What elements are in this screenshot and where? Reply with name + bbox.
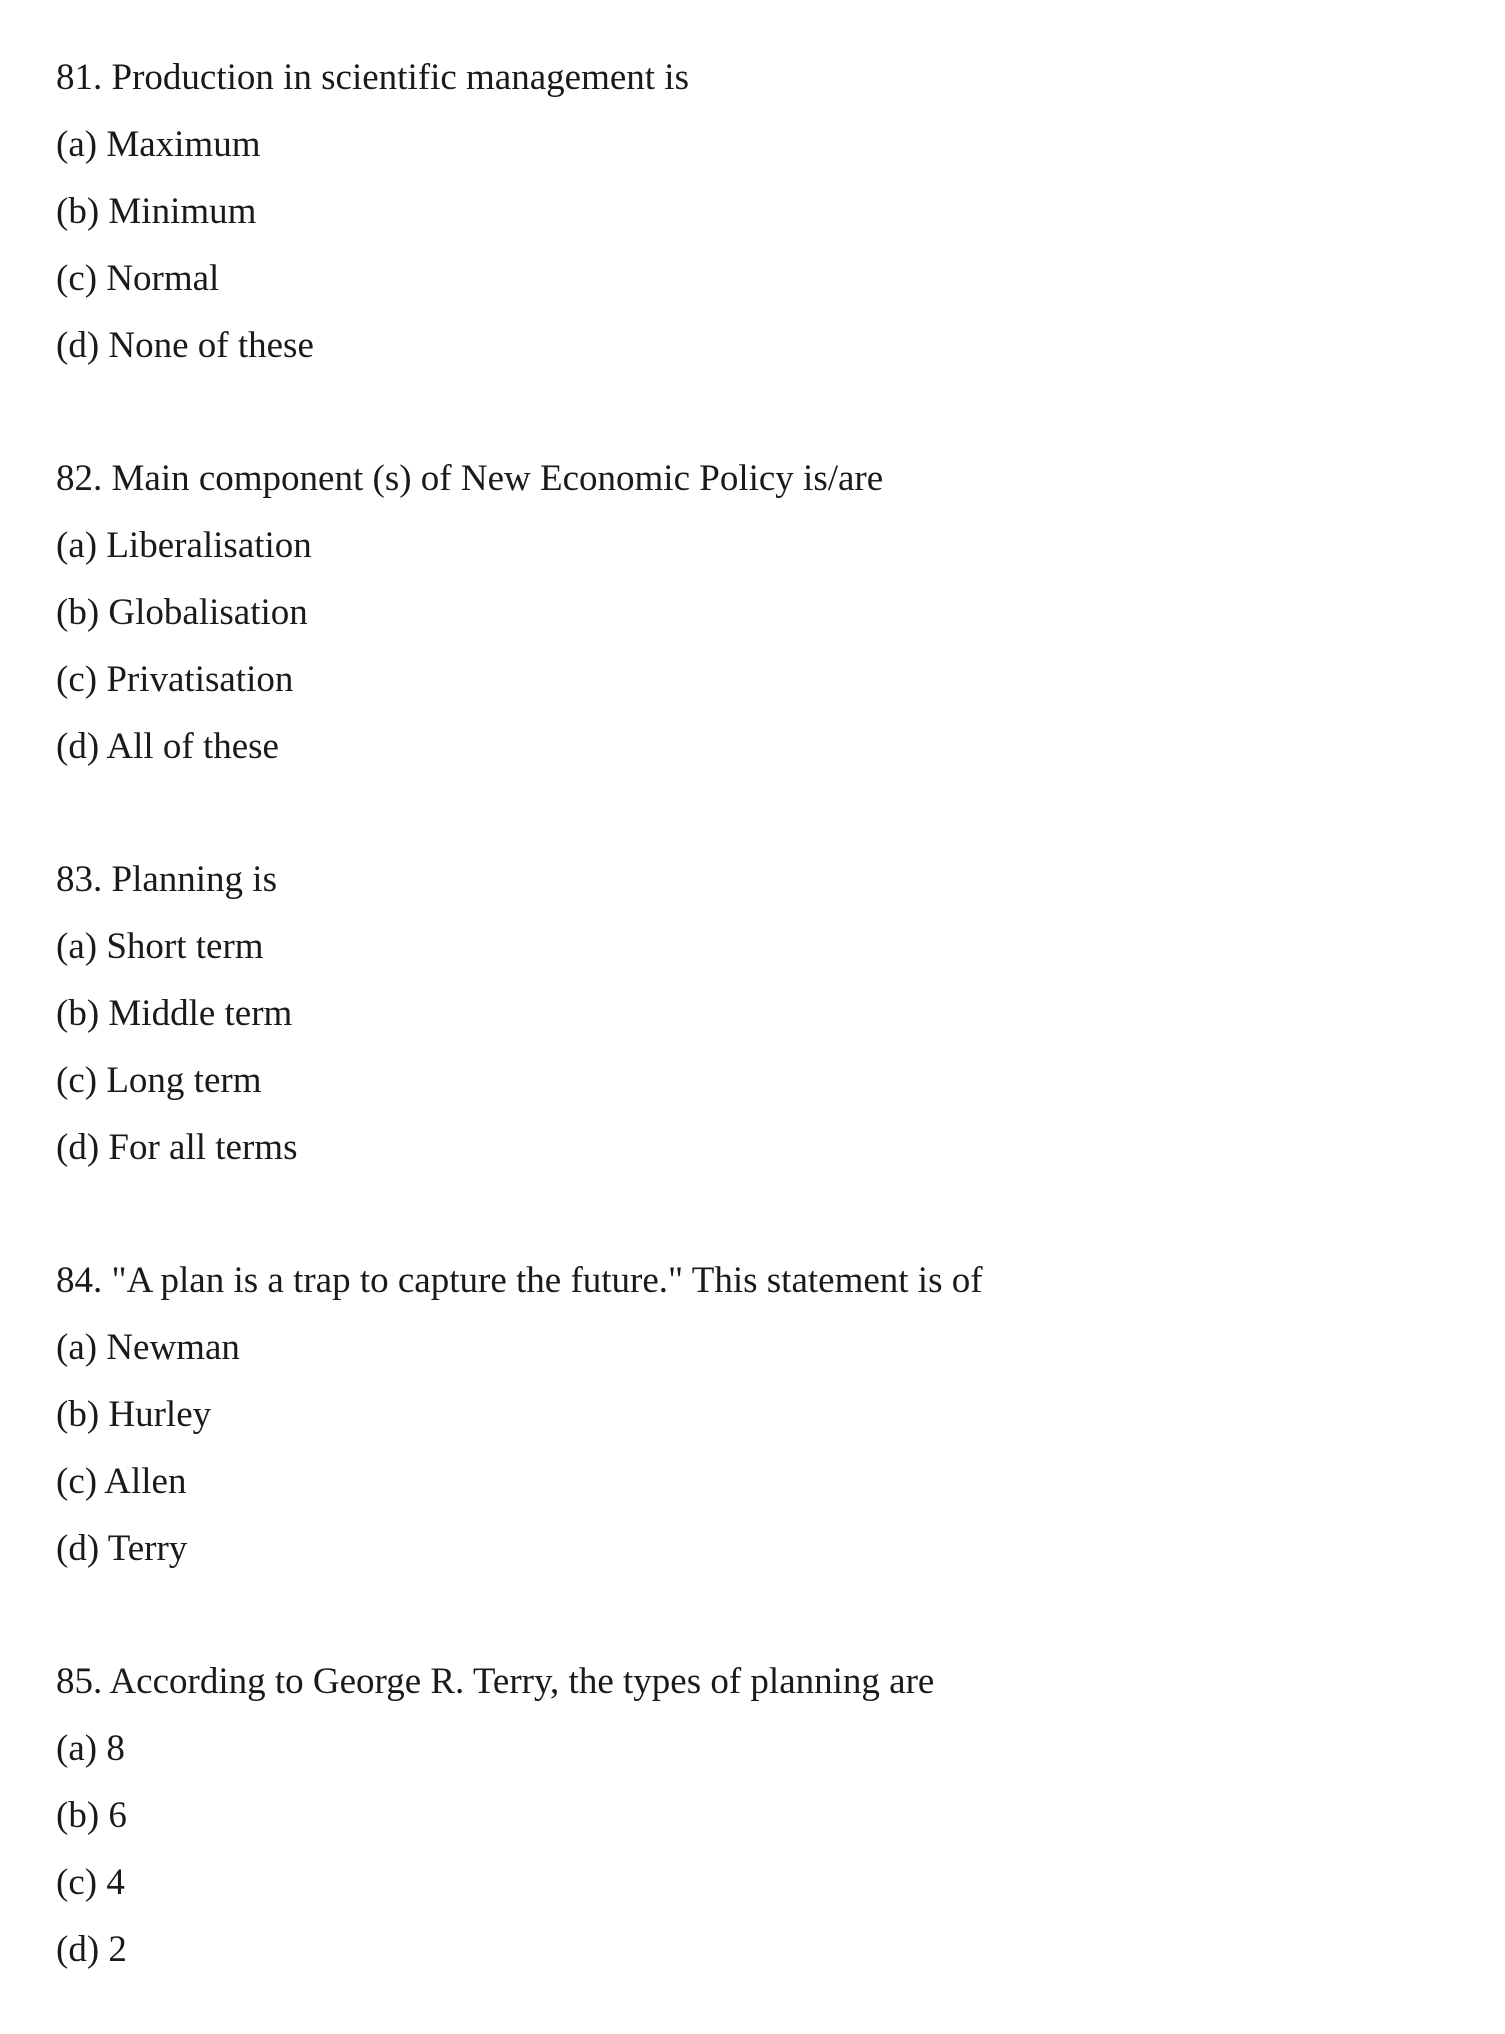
question-text: 84. "A plan is a trap to capture the future." This statement is of xyxy=(56,1260,983,1301)
option-d: (d) All of these xyxy=(56,726,279,767)
option-a: (a) Newman xyxy=(56,1327,240,1368)
question-84 xyxy=(56,1247,1456,1582)
option-b: (b) Hurley xyxy=(56,1394,212,1435)
option-c: (c) Normal xyxy=(56,258,220,299)
question-85 xyxy=(56,1648,1456,1983)
question-text: 82. Main component (s) of New Economic Policy is/are xyxy=(56,458,884,499)
option-d: (d) For all terms xyxy=(56,1127,298,1168)
option-b: (b) Globalisation xyxy=(56,592,308,633)
question-81 xyxy=(56,44,1456,379)
option-d: (d) Terry xyxy=(56,1528,188,1569)
question-82 xyxy=(56,445,1456,780)
option-c: (c) Privatisation xyxy=(56,659,294,700)
option-d: (d) None of these xyxy=(56,325,314,366)
question-text: 83. Planning is xyxy=(56,859,277,900)
option-b: (b) Minimum xyxy=(56,191,257,232)
option-d: (d) 2 xyxy=(56,1929,127,1970)
option-c: (c) Allen xyxy=(56,1461,187,1502)
question-text: 85. According to George R. Terry, the types of planning are xyxy=(56,1661,935,1702)
option-b: (b) Middle term xyxy=(56,993,293,1034)
question-83 xyxy=(56,846,1456,1181)
question-text: 81. Production in scientific management is xyxy=(56,57,689,98)
option-a: (a) Liberalisation xyxy=(56,525,312,566)
option-b: (b) 6 xyxy=(56,1795,127,1836)
option-a: (a) 8 xyxy=(56,1728,125,1769)
option-c: (c) 4 xyxy=(56,1862,125,1903)
option-c: (c) Long term xyxy=(56,1060,262,1101)
option-a: (a) Maximum xyxy=(56,124,261,165)
option-a: (a) Short term xyxy=(56,926,264,967)
